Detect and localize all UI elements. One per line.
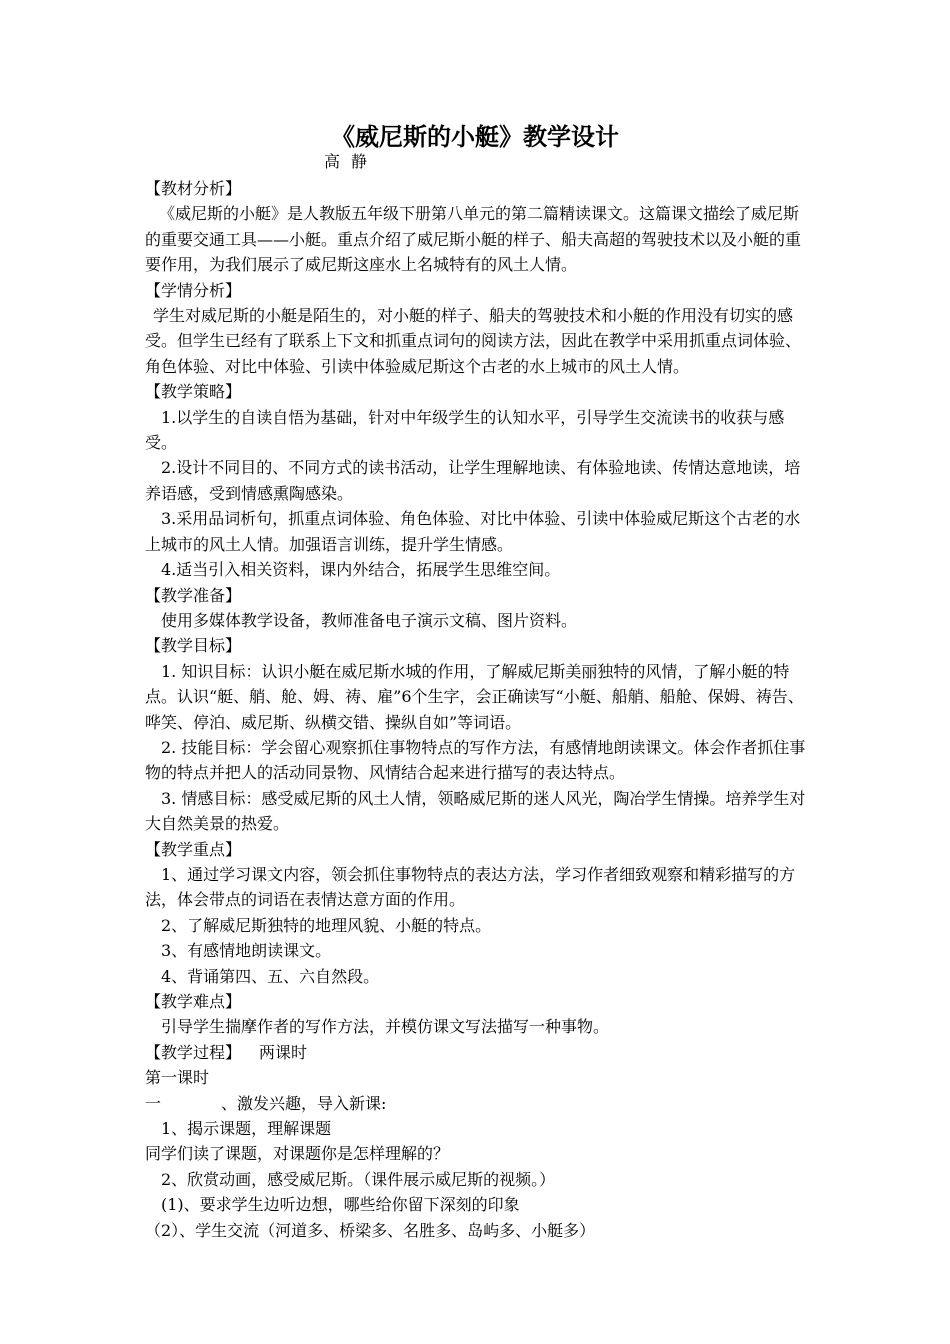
section-heading: 【教学策略】 — [145, 382, 242, 402]
paragraph: 2、了解威尼斯独特的地理风貌、小艇的特点。 — [161, 915, 492, 935]
paragraph: 引导学生揣摩作者的写作方法，并模仿课文写法描写一种事物。 — [161, 1017, 610, 1037]
section-heading: 【教材分析】 — [145, 179, 242, 198]
author-name: 高静 — [324, 152, 379, 171]
paragraph: 3、有感情地朗读课文。 — [161, 941, 332, 961]
section-heading: 【教学重点】 — [145, 839, 242, 859]
paragraph-text: 、激发兴趣，导入新课: — [221, 1093, 387, 1113]
paragraph: 2、欣赏动画，感受威尼斯。（课件展示威尼斯的视频。） — [161, 1169, 556, 1189]
paragraph-text: 两课时 — [259, 1042, 308, 1062]
paragraph: 4、背诵第四、五、六自然段。 — [161, 966, 380, 986]
paragraph: 1. 知识目标：认识小艇在威尼斯水城的作用，了解威尼斯美丽独特的风情，了解小艇的特点。认识“艇、艄、舱、姆、祷、雇”6个生字，会正确读写“小艇、船艄、船舱、保姆、祷告、哗笑、停泊、威尼斯、纵横交错、操纵自如”等词语。 — [145, 661, 804, 732]
paragraph: 3. 情感目标：感受威尼斯的风土人情，领略威尼斯的迷人风光，陶冶学生情操。培养学生对大自然美景的热爱。 — [145, 788, 806, 834]
paragraph: 同学们读了课题，对课题你是怎样理解的？ — [145, 1144, 450, 1164]
paragraph: 第一课时 — [145, 1068, 210, 1088]
document-title: 《威尼斯的小艇》教学设计 — [331, 122, 619, 151]
section-heading: 【教学难点】 — [145, 992, 242, 1011]
paragraph: 1、通过学习课文内容，领会抓住事物特点的表达方法，学习作者细致观察和精彩描写的方法，体会带点的词语在表情达意方面的作用。 — [145, 864, 796, 910]
paragraph-lead: 【教学过程】 — [145, 1042, 242, 1062]
paragraph: 使用多媒体教学设备，教师准备电子演示文稿、图片资料。 — [161, 610, 578, 630]
paragraph — [145, 1040, 810, 1065]
paragraph: 2.设计不同目的、不同方式的读书活动，让学生理解地读、有体验地读、传情达意地读，培养语感，受到情感熏陶感染。 — [145, 458, 801, 503]
paragraph: 1、揭示课题，理解课题 — [161, 1119, 332, 1139]
paragraph: (1)、要求学生边听边想，哪些给你留下深刻的印象 — [161, 1195, 520, 1215]
section-heading: 【教学准备】 — [145, 585, 242, 605]
paragraph: 4.适当引入相关资料，课内外结合，拓展学生思维空间。 — [161, 560, 561, 580]
paragraph — [145, 1091, 810, 1116]
section-heading: 【学情分析】 — [145, 280, 242, 300]
paragraph: 1.以学生的自读自悟为基础，针对中年级学生的认知水平，引导学生交流读书的收获与感受。 — [145, 407, 785, 453]
paragraph: 《威尼斯的小艇》是人教版五年级下册第八单元的第二篇精读课文。这篇课文描绘了威尼斯的重要交通工具——小艇。重点介绍了威尼斯小艇的样子、船夫高超的驾驶技术以及小艇的重要作用，为我们展示了威尼斯这座水上名城特有的风土人情。 — [145, 204, 802, 275]
paragraph: 2. 技能目标：学会留心观察抓住事物特点的写作方法，有感情地朗读课文。体会作者抓住事物的特点并把人的活动同景物、风情结合起来进行描写的表达特点。 — [145, 737, 806, 783]
paragraph-lead: 一 — [145, 1093, 162, 1113]
paragraph: 3.采用品词析句，抓重点词体验、角色体验、对比中体验、引读中体验威尼斯这个古老的水上城市的风土人情。加强语言训练，提升学生情感。 — [145, 509, 801, 554]
section-heading: 【教学目标】 — [145, 636, 242, 656]
document-body — [145, 176, 810, 1243]
paragraph: （2）、学生交流（河道多、桥梁多、名胜多、岛屿多、小艇多） — [145, 1220, 596, 1240]
paragraph: 学生对威尼斯的小艇是陌生的，对小艇的样子、船夫的驾驶技术和小艇的作用没有切实的感受。但学生已经有了联系上下文和抓重点词句的阅读方法，因此在教学中采用抓重点词体验、角色体验、对比中体验、引读中体验威尼斯这个古老的水上城市的风土人情。 — [145, 306, 802, 376]
